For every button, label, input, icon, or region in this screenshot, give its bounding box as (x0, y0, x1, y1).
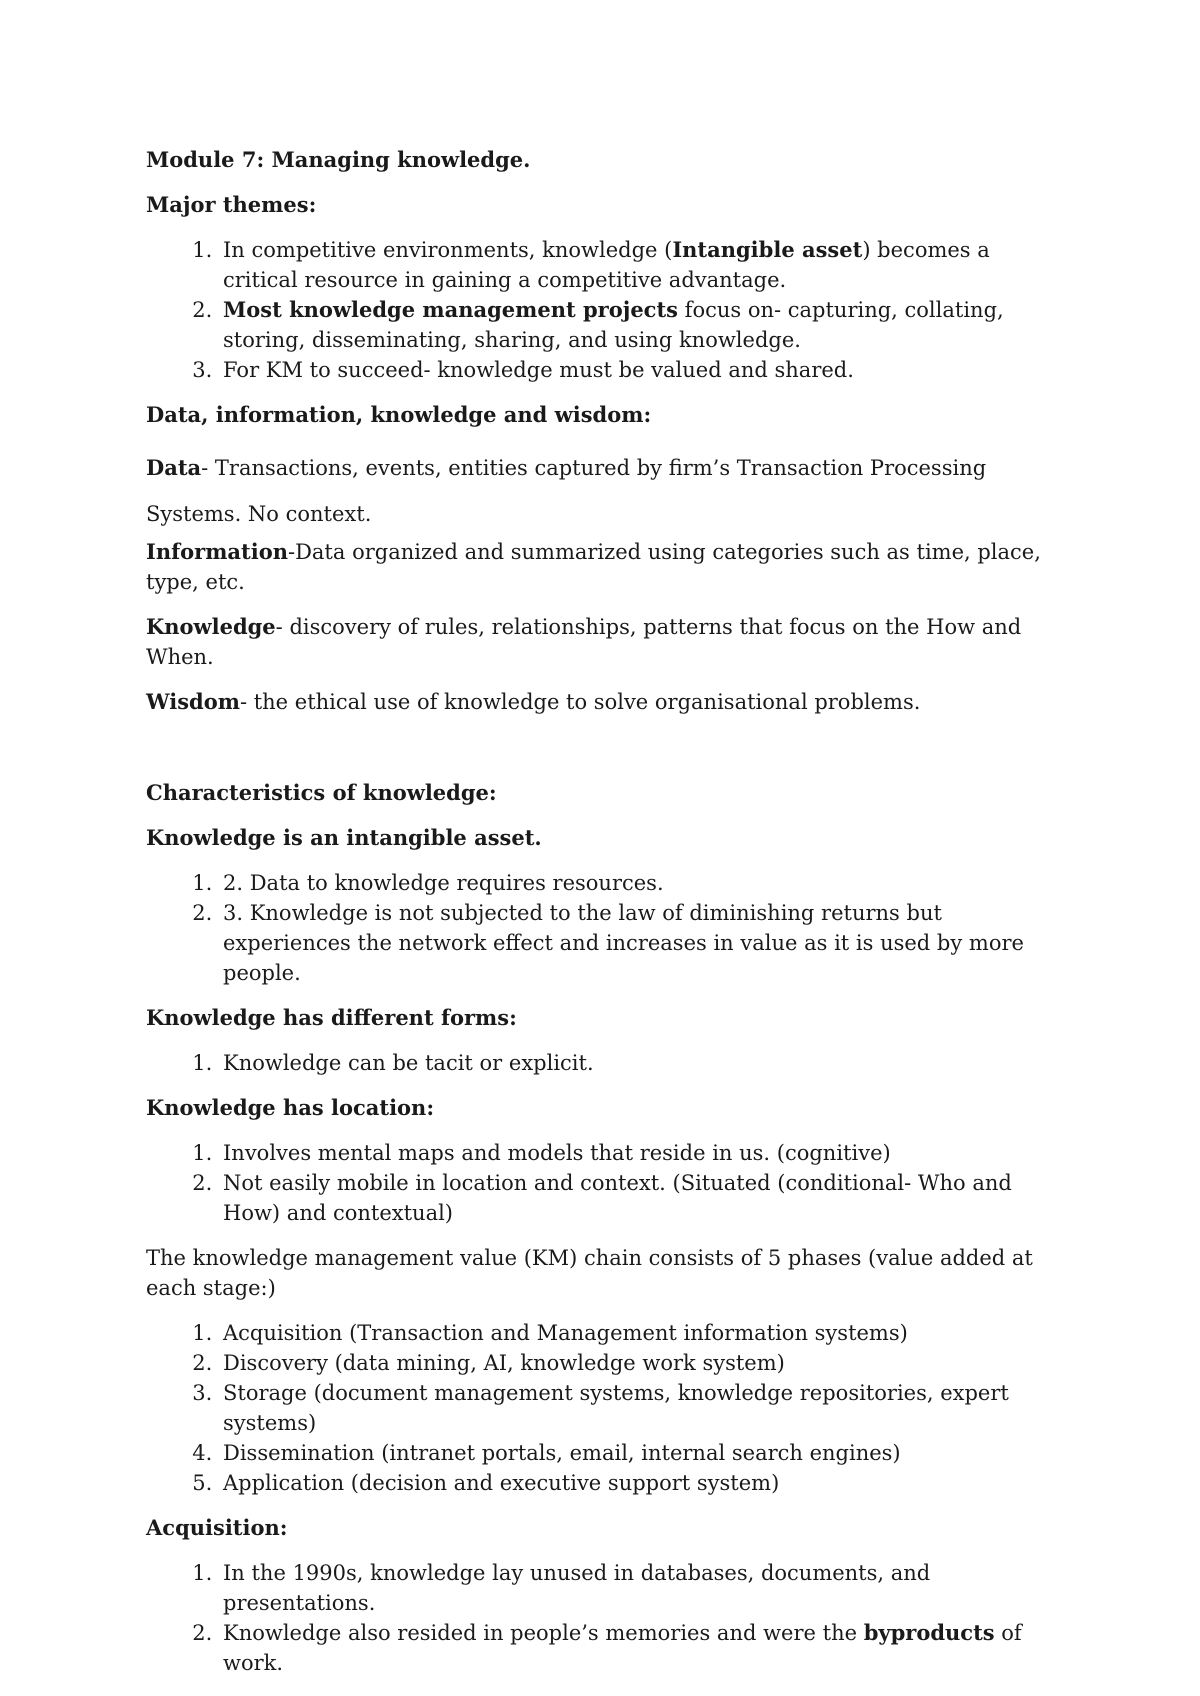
list-item: 2. Knowledge also resided in people’s memories and were the byproducts of work. (219, 1618, 1066, 1678)
acquisition-list (146, 1558, 1066, 1678)
forms-list (146, 1048, 1066, 1078)
document-body (146, 145, 1066, 1693)
major-themes-heading: Major themes: (146, 192, 317, 217)
intangible-list (146, 868, 1066, 988)
intangible-heading: Knowledge is an intangible asset. (146, 825, 542, 850)
list-item: 2. Not easily mobile in location and context. (Situated (conditional- Who and How) and contextual) (219, 1168, 1066, 1228)
list-item: 3. Storage (document management systems, knowledge repositories, expert systems) (219, 1378, 1066, 1438)
list-item: 1. Acquisition (Transaction and Management information systems) (219, 1318, 1066, 1348)
list-item: 3. For KM to succeed- knowledge must be valued and shared. (219, 355, 1066, 385)
list-item: 1. Involves mental maps and models that reside in us. (cognitive) (219, 1138, 1066, 1168)
acquisition-heading: Acquisition: (146, 1515, 288, 1540)
knowledge-term: Knowledge (146, 614, 276, 639)
characteristics-heading: Characteristics of knowledge: (146, 780, 497, 805)
data-definition: Data- Transactions, events, entities captured by firm’s Transaction Processing Systems. No context. (146, 455, 987, 526)
knowledge-definition: Knowledge- discovery of rules, relationships, patterns that focus on the How and When. (146, 614, 1022, 669)
list-item: 2. 3. Knowledge is not subjected to the law of diminishing returns but experiences the network effect and increases in value as it is used by more people. (219, 898, 1066, 988)
value-chain-list (146, 1318, 1066, 1498)
list-item: 4. Dissemination (intranet portals, email, internal search engines) (219, 1438, 1066, 1468)
diwk-heading: Data, information, knowledge and wisdom: (146, 402, 652, 427)
wisdom-definition: Wisdom- the ethical use of knowledge to solve organisational problems. (146, 689, 921, 714)
list-item: 1. 2. Data to knowledge requires resources. (219, 868, 1066, 898)
information-term: Information (146, 539, 288, 564)
data-term: Data (146, 455, 202, 480)
list-item: 1. In the 1990s, knowledge lay unused in databases, documents, and presentations. (219, 1558, 1066, 1618)
page-title: Module 7: Managing knowledge. (146, 147, 531, 172)
value-chain-intro: The knowledge management value (KM) chain consists of 5 phases (value added at each stage:) (146, 1246, 1033, 1300)
list-item: 2. Most knowledge management projects focus on- capturing, collating, storing, disseminating, sharing, and using knowledge. (219, 295, 1066, 355)
location-list (146, 1138, 1066, 1228)
major-themes-list (146, 235, 1066, 385)
information-definition: Information-Data organized and summarized using categories such as time, place, type, etc. (146, 539, 1041, 594)
list-item: 1. Knowledge can be tacit or explicit. (219, 1048, 1066, 1078)
list-item: 1. In competitive environments, knowledge (Intangible asset) becomes a critical resource in gaining a competitive advantage. (219, 235, 1066, 295)
location-heading: Knowledge has location: (146, 1095, 435, 1120)
spacer (146, 732, 1066, 778)
forms-heading: Knowledge has different forms: (146, 1005, 517, 1030)
list-item: 2. Discovery (data mining, AI, knowledge work system) (219, 1348, 1066, 1378)
wisdom-term: Wisdom (146, 689, 240, 714)
list-item: 5. Application (decision and executive support system) (219, 1468, 1066, 1498)
